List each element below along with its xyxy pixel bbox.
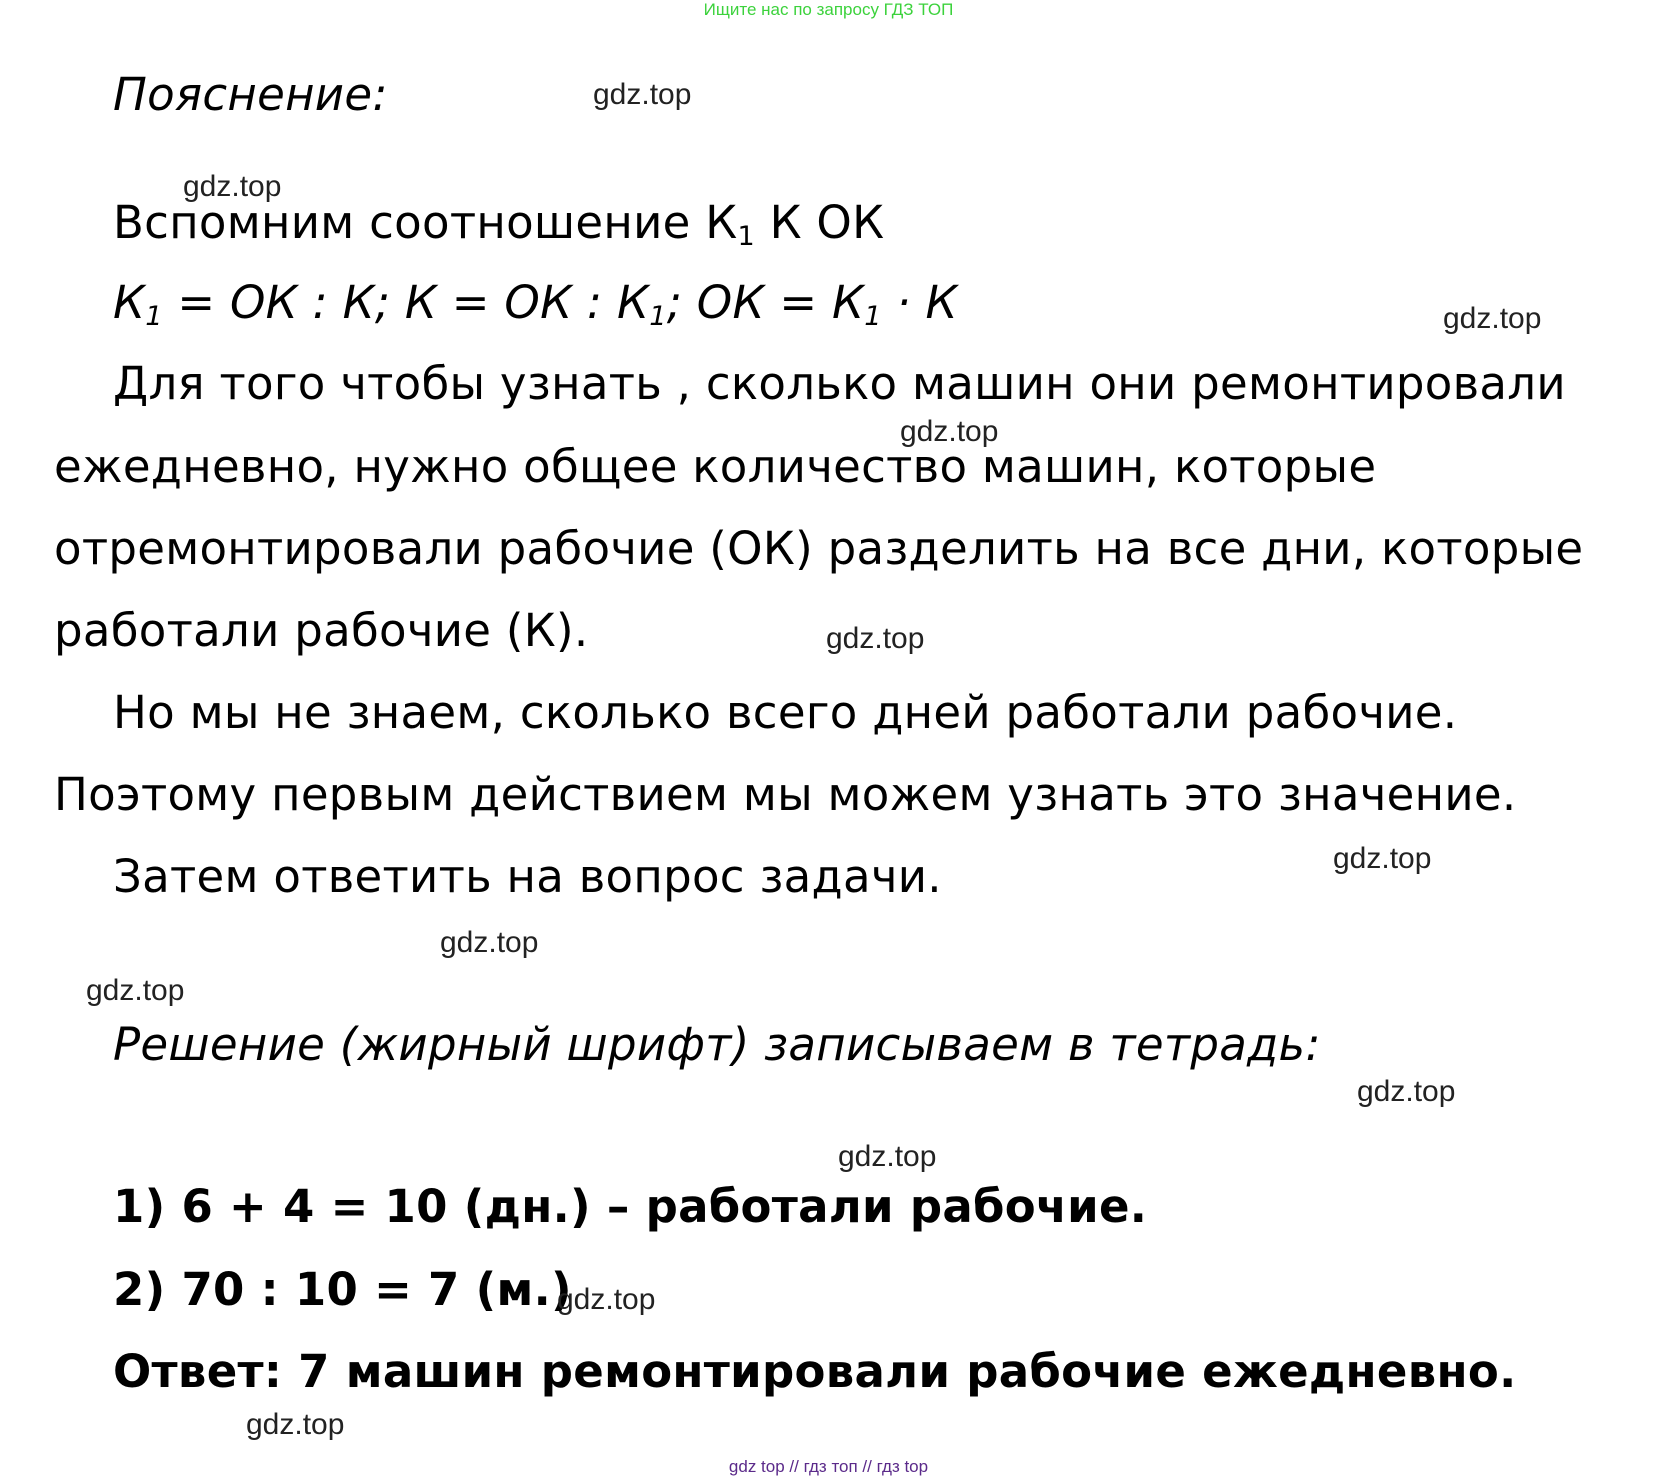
watermark: gdz.top (1333, 842, 1432, 875)
solution-heading: Решение (жирный шрифт) записываем в тетрадь: (113, 1018, 1321, 1071)
watermark: gdz.top (86, 974, 185, 1007)
solution-step: 1) 6 + 4 = 10 (дн.) – работали рабочие. (113, 1180, 1148, 1233)
footer-links[interactable]: gdz top // гдз топ // гдз top (728, 1457, 929, 1476)
watermark: gdz.top (593, 78, 692, 111)
paragraph-line: Но мы не знаем, сколько всего дней работали рабочие. (113, 686, 1458, 739)
watermark: gdz.top (900, 415, 999, 448)
formula-sub: 1 (864, 300, 882, 332)
paragraph-line: Поэтому первым действием мы можем узнать это значение. (54, 768, 1517, 821)
answer-line: Ответ: 7 машин ремонтировали рабочие ежедневно. (113, 1345, 1517, 1398)
watermark: gdz.top (1443, 302, 1542, 335)
formula-part: · К (881, 276, 958, 329)
paragraph-line: работали рабочие (К). (54, 604, 589, 657)
paragraph-line: Для того чтобы узнать , сколько машин они ремонтировали (113, 357, 1566, 410)
watermark: gdz.top (826, 622, 925, 655)
formula-part: К (113, 276, 146, 329)
formula-part: = ОК : К; К = ОК : К (162, 276, 650, 329)
watermark: gdz.top (440, 926, 539, 959)
watermark: gdz.top (838, 1140, 937, 1173)
relation-line (113, 196, 884, 252)
formula-part: ; ОК = К (666, 276, 865, 329)
formula-sub: 1 (145, 300, 163, 332)
relation-prefix: Вспомним соотношение К (113, 196, 738, 249)
paragraph-line: ежедневно, нужно общее количество машин, которые (54, 440, 1377, 493)
paragraph-line: Затем ответить на вопрос задачи. (113, 850, 942, 903)
watermark: gdz.top (1357, 1075, 1456, 1108)
explanation-heading: Пояснение: (113, 68, 388, 121)
top-banner[interactable]: Ищите нас по запросу ГДЗ ТОП (703, 0, 954, 19)
watermark: gdz.top (557, 1283, 656, 1316)
watermark: gdz.top (183, 170, 282, 203)
formula-sub: 1 (649, 300, 667, 332)
paragraph-line: отремонтировали рабочие (ОК) разделить на все дни, которые (54, 522, 1584, 575)
solution-step: 2) 70 : 10 = 7 (м.) (113, 1263, 572, 1316)
relation-suffix: К ОК (754, 196, 885, 249)
formula-line (113, 276, 958, 332)
relation-sub: 1 (737, 220, 755, 252)
watermark: gdz.top (246, 1408, 345, 1441)
